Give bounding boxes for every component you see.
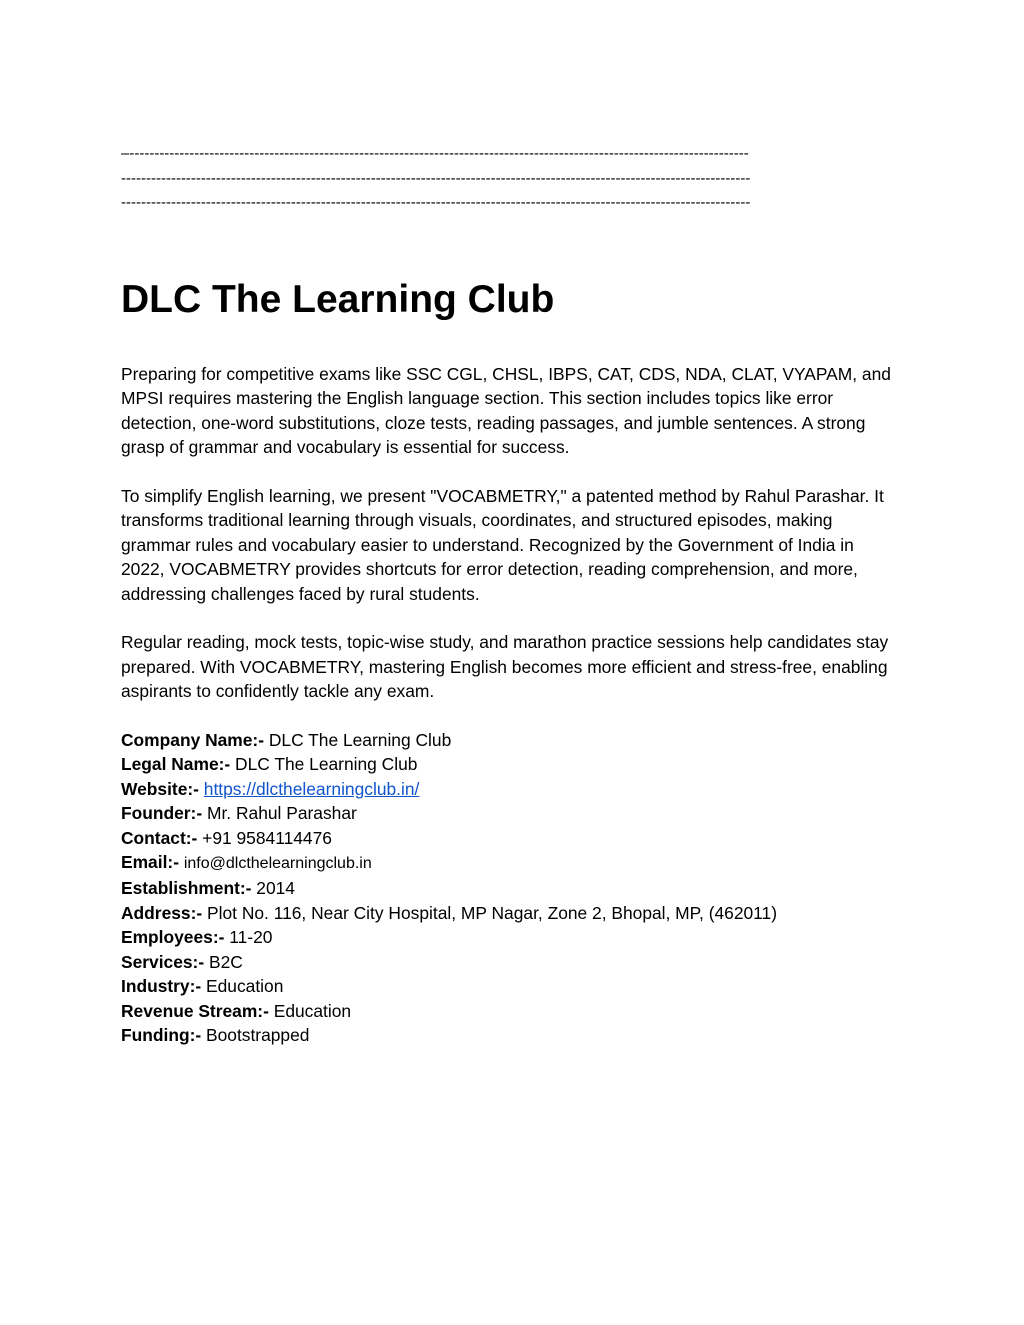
info-label: Establishment:- (121, 878, 252, 899)
website-link[interactable]: https://dlcthelearningclub.in/ (203, 778, 420, 799)
info-company-name (121, 728, 899, 752)
info-legal-name (121, 752, 899, 776)
info-label: Funding:- (121, 1024, 202, 1045)
info-label: Contact:- (121, 827, 198, 848)
info-value: Plot No. 116, Near City Hospital, MP Nagar, Zone 2, Bhopal, MP, (462011) (207, 902, 778, 923)
info-email (121, 850, 899, 876)
paragraph-intro: Preparing for competitive exams like SSC CGL, CHSL, IBPS, CAT, CDS, NDA, CLAT, VYAPAM, and MPSI requires mastering the English language section. This section includes topics like error detection, one-word substitutions, cloze tests, reading passages, and jumble sentences. A strong grasp of grammar and vocabulary is essential for success. (121, 364, 891, 458)
company-info-list (121, 728, 899, 1047)
info-value: B2C (208, 951, 243, 972)
info-funding (121, 1023, 899, 1047)
info-founder (121, 801, 899, 825)
info-label: Legal Name:- (121, 754, 231, 775)
info-label: Revenue Stream:- (121, 1000, 269, 1021)
info-employees (121, 925, 899, 949)
info-label: Services:- (121, 951, 205, 972)
divider-line-3: ------------------------------------------------------------------------------------------------------------------------------ (121, 194, 751, 211)
divider-block (121, 142, 899, 216)
info-address (121, 901, 899, 925)
info-label: Employees:- (121, 927, 225, 948)
body-text (121, 362, 899, 1047)
info-services (121, 950, 899, 974)
divider-line-2: ------------------------------------------------------------------------------------------------------------------------------ (121, 169, 751, 187)
info-label: Founder:- (121, 803, 203, 824)
info-value: 11-20 (229, 927, 273, 948)
info-industry (121, 974, 899, 998)
info-website (121, 777, 899, 801)
info-value: +91 9584114476 (202, 827, 332, 848)
info-establishment (121, 876, 899, 900)
info-value: 2014 (256, 878, 295, 899)
info-label: Industry:- (121, 976, 202, 997)
info-revenue-stream (121, 999, 899, 1023)
info-value: info@dlcthelearningclub.in (183, 855, 372, 873)
divider-line-1: –---------------------------------------------------------------------------------------------------------------------------- (121, 145, 749, 162)
info-value: DLC The Learning Club (268, 730, 452, 751)
page-title: DLC The Learning Club (121, 278, 555, 321)
info-value: DLC The Learning Club (235, 754, 418, 775)
info-label: Address:- (121, 902, 203, 923)
paragraph-vocabmetry: To simplify English learning, we present "VOCABMETRY," a patented method by Rahul Parashar. It transforms traditional learning through visuals, coordinates, and structured episodes, making grammar rules and vocabulary easier to understand. Recognized by the Government of India in 2022, VOCABMETRY provides shortcuts for error detection, reading comprehension, and more, addressing challenges faced by rural students. (121, 486, 884, 604)
info-label: Email:- (121, 852, 179, 873)
info-value: Bootstrapped (206, 1024, 310, 1045)
paragraph-practice: Regular reading, mock tests, topic-wise study, and marathon practice sessions help candidates stay prepared. With VOCABMETRY, mastering English becomes more efficient and stress-free, enabling aspirants to confidently tackle any exam. (121, 632, 889, 702)
info-value: Mr. Rahul Parashar (206, 803, 357, 824)
info-value: Education (206, 976, 284, 997)
info-contact (121, 826, 899, 850)
info-label: Website:- (121, 778, 199, 799)
info-label: Company Name:- (121, 730, 265, 751)
info-value: Education (273, 1000, 352, 1021)
